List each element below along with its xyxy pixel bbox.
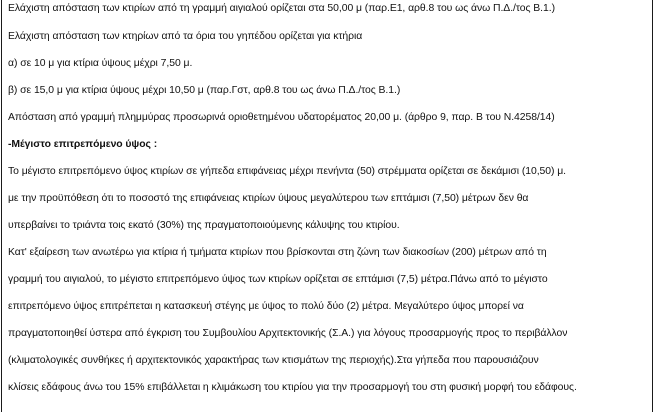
text-line: γραμμή του αιγιαλού, το μέγιστο επιτρεπόμενο ύψος των κτιρίων ορίζεται σε επτάμισι (7,5) μέτρα.Πάνω από το μέγιστο: [8, 274, 548, 285]
text-line: Ελάχιστη απόσταση των κτιρίων από τη γραμμή αιγιαλού ορίζεται στα 50,00 μ (παρ.Ε1, αρθ.8 του ως άνω Π.Δ./τος Β.1.): [8, 3, 555, 14]
text-line: πραγματοποιηθεί ύστερα από έγκριση του Συμβουλίου Αρχιτεκτονικής (Σ.Α.) για λόγους προσαρμογής προς το περιβάλλον: [8, 328, 568, 339]
document-page: [1, 0, 653, 412]
text-line: Το μέγιστο επιτρεπόμενο ύψος κτιρίων σε γήπεδα επιφάνειας μέχρι πενήντα (50) στρέμματα ορίζεται σε δεκάμισι (10,50) μ.: [8, 166, 567, 177]
text-line: με την προϋπόθεση ότι το ποσοστό της επιφάνειας κτιρίων ύψους μεγαλύτερου των επτάμισι (7,50) μέτρων δεν θα: [8, 193, 529, 204]
text-line: (κλιματολογικές συνθήκες ή αρχιτεκτονικός χαρακτήρας των κτισμάτων της περιοχής).Στα γήπεδα που παρουσιάζουν: [8, 355, 539, 366]
text-line: υπερβαίνει το τριάντα τοις εκατό (30%) της πραγματοποιούμενης κάλυψης του κτιρίου.: [8, 220, 400, 231]
section-heading: -Μέγιστο επιτρεπόμενο ύψος :: [8, 139, 158, 150]
text-line: κλίσεις εδάφους άνω του 15% επιβάλλεται η κλιμάκωση του κτιρίου για την προσαρμογή του στη φυσική μορφή του εδάφους.: [8, 382, 577, 393]
text-line: επιτρεπόμενο ύψος επιτρέπεται η κατασκευή στέγης με ύψος το πολύ δύο (2) μέτρα. Μεγαλύτερο ύψος μπορεί να: [8, 301, 524, 312]
text-line: Απόσταση από γραμμή πλημμύρας προσωρινά οριοθετημένου υδατορέματος 20,00 μ. (άρθρο 9, παρ. Β του Ν.4258/14): [8, 112, 555, 123]
text-line: β) σε 15,0 μ για κτίρια ύψους μέχρι 10,50 μ (παρ.Γστ, αρθ.8 του ως άνω Π.Δ./τος Β.1.): [8, 85, 401, 96]
text-line: Ελάχιστη απόσταση των κτηρίων από τα όρια του γηπέδου ορίζεται για κτήρια: [8, 31, 363, 42]
text-line: α) σε 10 μ για κτίρια ύψους μέχρι 7,50 μ.: [8, 58, 193, 69]
text-line: Κατ' εξαίρεση των ανωτέρω για κτίρια ή τμήματα κτιρίων που βρίσκονται στη ζώνη των διακοσίων (200) μέτρων από τη: [8, 247, 547, 258]
